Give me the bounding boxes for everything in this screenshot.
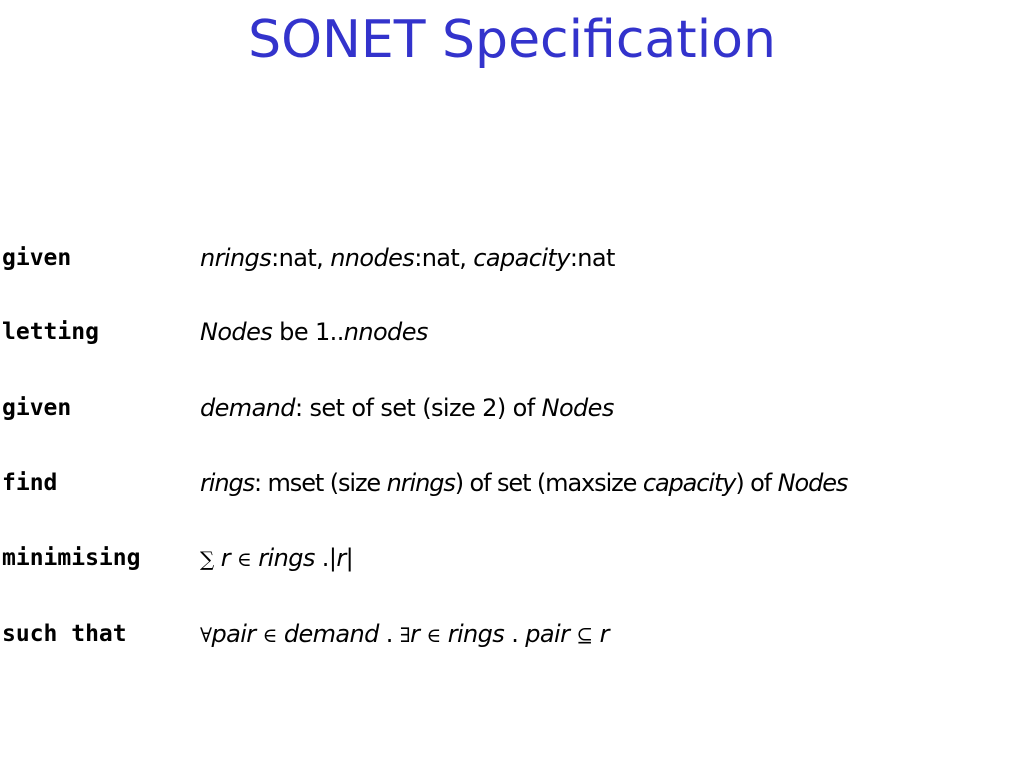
statement-text	[441, 620, 448, 648]
statement-text: .|	[314, 544, 337, 572]
statement-text	[256, 620, 263, 648]
statement-minimising-objective	[200, 541, 353, 576]
identifier-text: capacity	[642, 469, 736, 497]
identifier-text: rings	[200, 469, 254, 497]
spec-row-letting-nodes	[0, 315, 1024, 355]
statement-text	[277, 620, 284, 648]
identifier-text: Nodes	[541, 394, 614, 422]
statement-such-that-constraint	[200, 617, 609, 652]
keyword-find: find	[2, 470, 58, 496]
statement-text: :nat,	[414, 244, 474, 272]
identifier-text: demand	[283, 620, 379, 648]
identifier-text: pair	[525, 620, 570, 648]
math-symbol: ∀	[200, 623, 212, 647]
statement-text: |	[345, 544, 354, 572]
identifier-text: r	[599, 620, 609, 648]
identifier-text: Nodes	[777, 469, 848, 497]
keyword-letting: letting	[2, 319, 99, 345]
identifier-text: nnodes	[330, 244, 415, 272]
spec-row-given-demand	[0, 391, 1024, 431]
statement-find-rings	[200, 466, 847, 500]
identifier-text: capacity	[473, 244, 570, 272]
spec-row-minimising	[0, 541, 1024, 581]
identifier-text: nrings	[386, 469, 455, 497]
identifier-text: demand	[200, 394, 295, 422]
math-symbol: ⊆	[576, 623, 593, 647]
keyword-minimising: minimising	[2, 545, 141, 571]
slide-title: SONET Specification	[248, 10, 776, 70]
keyword-such-that: such that	[2, 621, 127, 647]
identifier-text: r	[410, 620, 420, 648]
statement-text	[214, 544, 221, 572]
identifier-text: r	[220, 544, 230, 572]
keyword-given: given	[2, 245, 72, 271]
statement-text: be 1..	[272, 318, 344, 346]
statement-letting-nodes	[200, 315, 428, 349]
statement-text	[230, 544, 237, 572]
statement-text: .	[378, 620, 400, 648]
statement-text: .	[504, 620, 526, 648]
math-symbol: ∈	[237, 547, 252, 571]
statement-text: : set of set (size 2) of	[294, 394, 542, 422]
statement-given-parameters	[200, 241, 615, 275]
math-symbol: ∈	[426, 623, 441, 647]
math-symbol: ∈	[262, 623, 277, 647]
spec-row-find-rings	[0, 466, 1024, 506]
spec-row-given-parameters	[0, 241, 1024, 281]
math-symbol: ∃	[399, 623, 411, 647]
statement-text: :nat,	[271, 244, 331, 272]
identifier-text: nrings	[200, 244, 272, 272]
identifier-text: nnodes	[343, 318, 428, 346]
identifier-text: Nodes	[200, 318, 273, 346]
spec-row-such-that	[0, 617, 1024, 657]
statement-text: ) of	[735, 469, 778, 497]
statement-text: ) of set (maxsize	[454, 469, 643, 497]
identifier-text: rings	[258, 544, 315, 572]
statement-text	[593, 620, 600, 648]
statement-text: :nat	[569, 244, 615, 272]
identifier-text: r	[336, 544, 346, 572]
identifier-text: rings	[447, 620, 505, 648]
statement-given-demand	[200, 391, 614, 425]
math-symbol: ∑	[200, 547, 214, 571]
statement-text: : mset (size	[254, 469, 387, 497]
identifier-text: pair	[211, 620, 256, 648]
keyword-given: given	[2, 395, 72, 421]
